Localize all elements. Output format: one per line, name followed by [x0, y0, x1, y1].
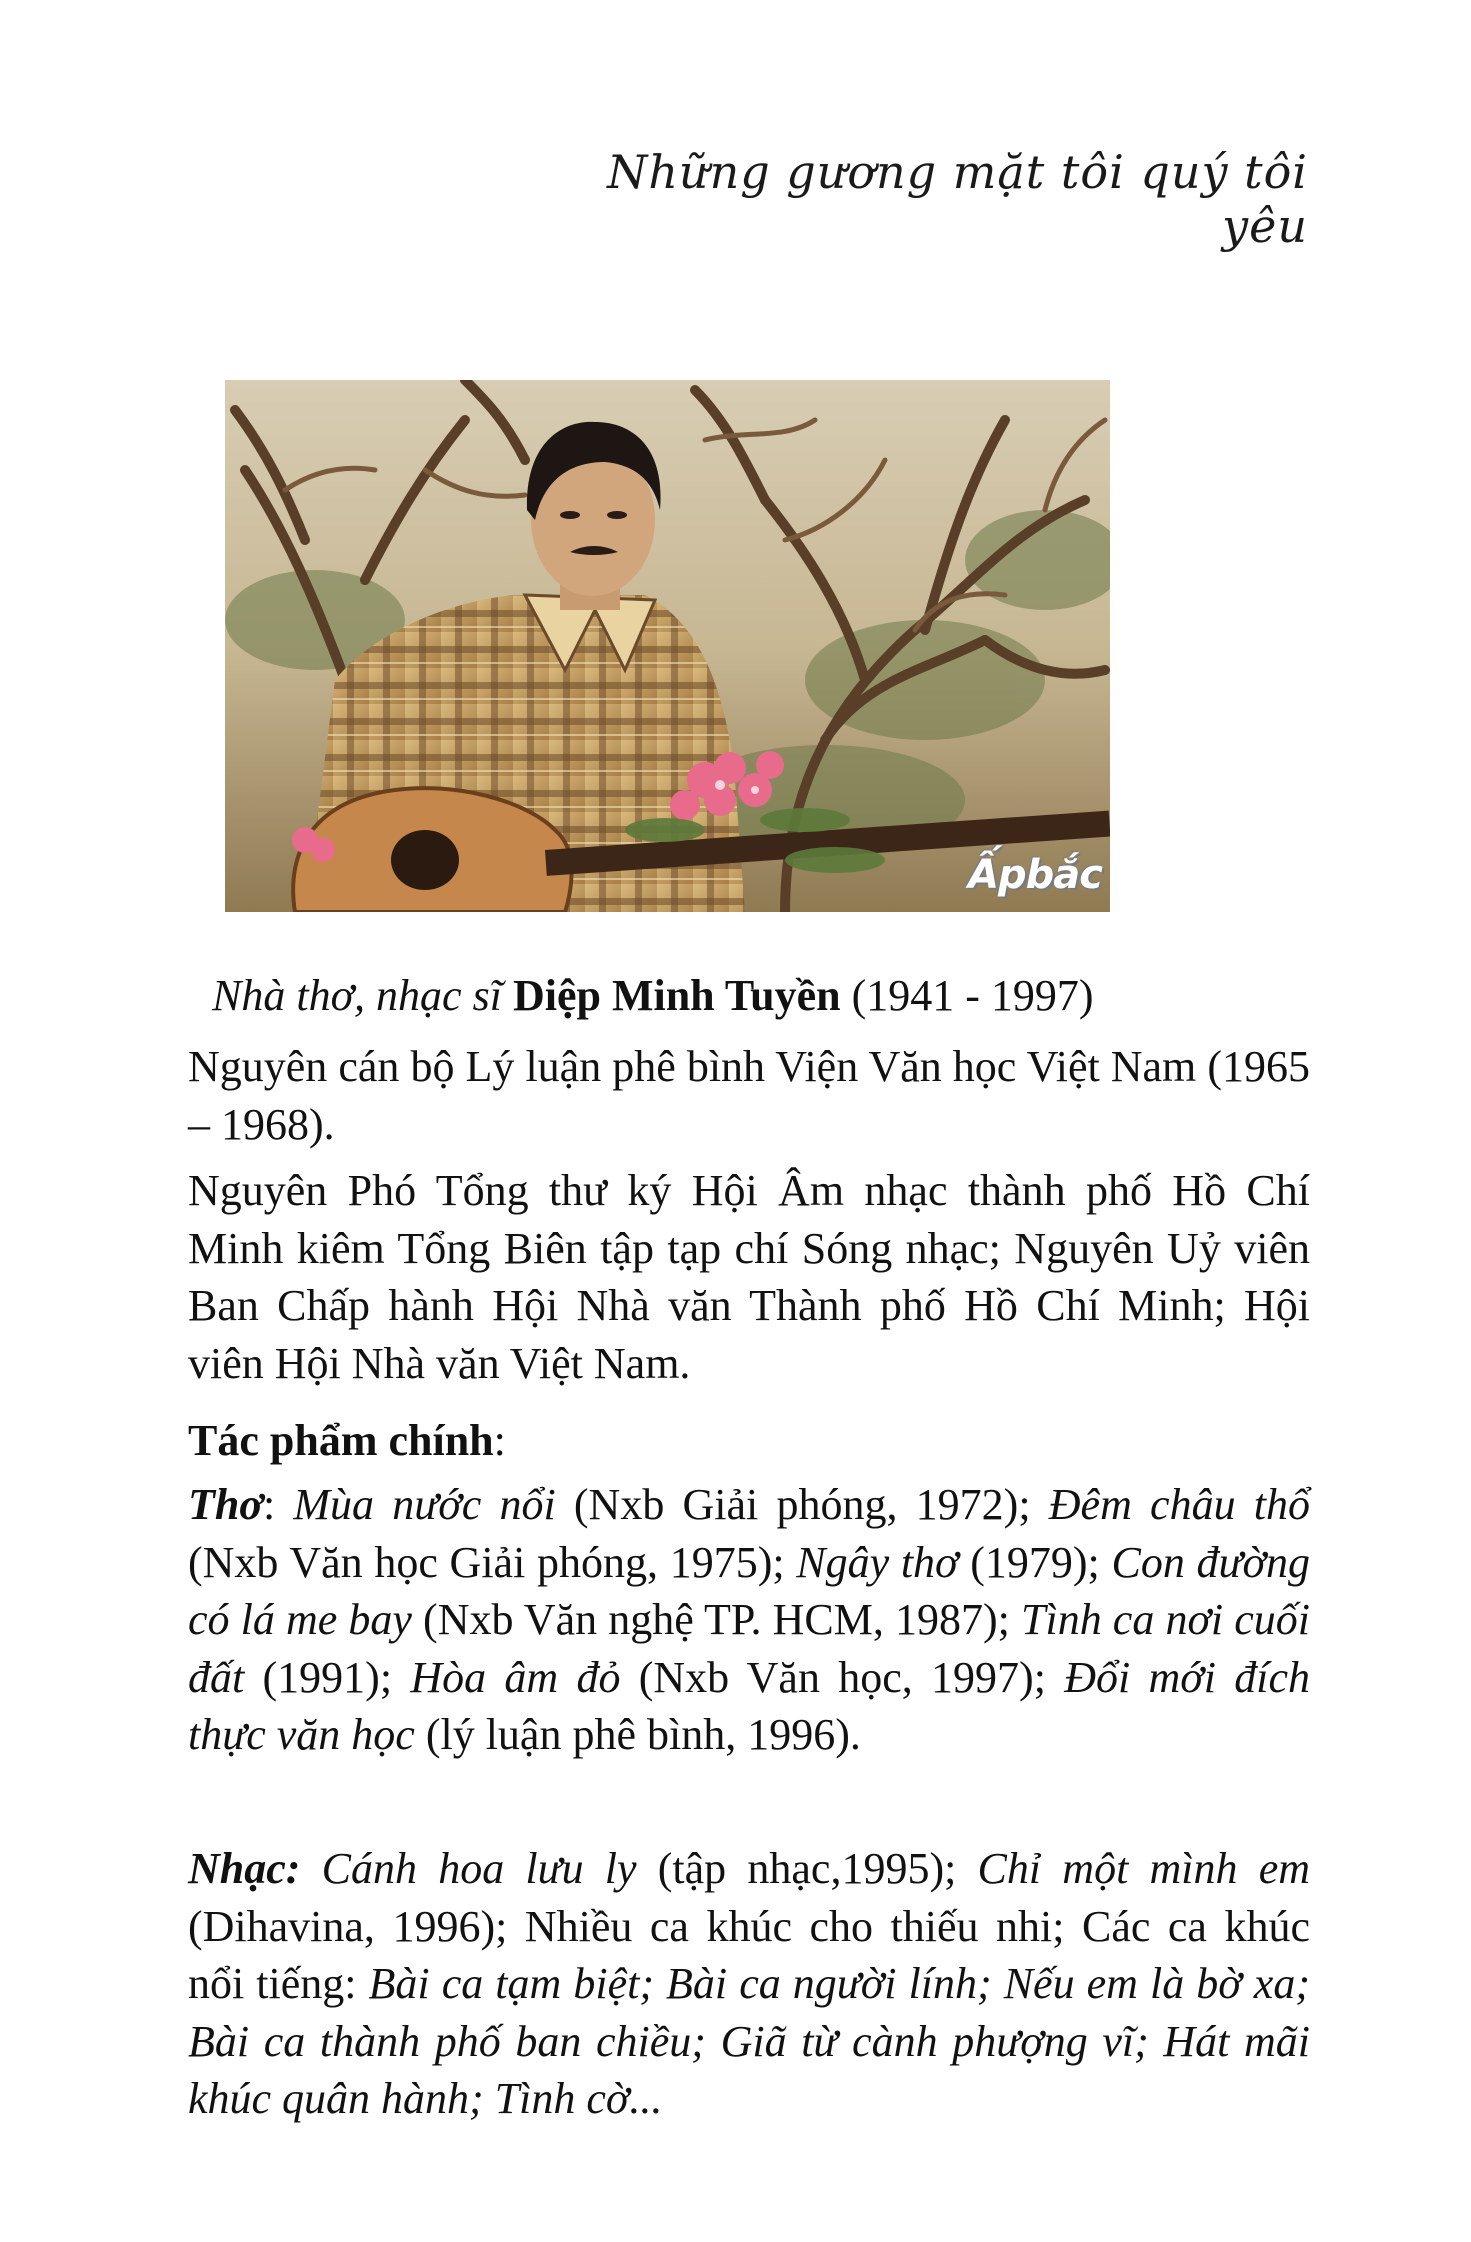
music-label: Nhạc: — [188, 1844, 301, 1893]
works-heading-colon: : — [493, 1416, 506, 1465]
poetry-works-paragraph — [188, 1476, 1310, 1764]
poetry-title-5: Tình ca nơi cuối đất — [188, 1595, 1311, 1702]
caption-lead: Nhà thơ, nhạc sĩ — [212, 971, 513, 1020]
photo-caption — [212, 968, 1094, 1024]
music-title-2: Chỉ một mình em — [977, 1844, 1311, 1893]
poetry-title-6: Hòa âm đỏ — [410, 1652, 621, 1702]
poetry-text-4: (1979); — [958, 1537, 1112, 1587]
music-works-paragraph — [188, 1840, 1310, 2128]
running-header: Những gương mặt tôi quý tôi yêu — [607, 145, 1308, 253]
newspaper-watermark: Ấpbắc — [968, 852, 1102, 898]
poetry-text-8: (lý luận phê bình, 1996). — [414, 1710, 861, 1759]
poetry-text-6: (1991); — [244, 1652, 411, 1702]
music-title-1: Cánh hoa lưu ly — [321, 1844, 637, 1893]
poetry-label: Thơ — [188, 1480, 263, 1529]
bio-paragraph-1: Nguyên cán bộ Lý luận phê bình Viện Văn học Việt Nam (1965 – 1968). — [188, 1042, 1310, 1149]
works-heading-label: Tác phẩm chính — [188, 1416, 494, 1465]
caption-name: Diệp Minh Tuyền — [512, 971, 841, 1020]
poetry-text-7: (Nxb Văn học, 1997); — [620, 1652, 1065, 1702]
poetry-title-1: Mùa nước nổi — [293, 1480, 556, 1529]
poetry-text-1: : — [262, 1480, 294, 1529]
works-heading — [188, 1412, 506, 1469]
music-song-list: Bài ca tạm biệt; Bài ca người lính; Nếu em là bờ xa; Bài ca thành phố ban chiều; Giã từ cành phượng vĩ; Hát mãi khúc quân hành; Tình cờ... — [188, 1959, 1310, 2123]
poetry-text-5: (Nxb Văn nghệ TP. HCM, 1987); — [411, 1595, 1021, 1644]
poetry-title-3: Ngây thơ — [796, 1537, 959, 1587]
poetry-text-2: (Nxb Giải phóng, 1972); — [555, 1480, 1049, 1529]
music-text-3: (Dihavina, 1996); Nhiều ca khúc cho thiếu nhi; Các ca khúc nổi tiếng: — [188, 1901, 1310, 2008]
portrait-photo — [225, 380, 1110, 912]
bio-paragraph-2: Nguyên Phó Tổng thư ký Hội Âm nhạc thành phố Hồ Chí Minh kiêm Tổng Biên tập tạp chí Sóng nhạc; Nguyên Uỷ viên Ban Chấp hành Hội Nhà văn Thành phố Hồ Chí Minh; Hội viên Hội Nhà văn Việt Nam. — [188, 1166, 1310, 1388]
caption-years: (1941 - 1997) — [840, 971, 1094, 1020]
music-text-1 — [300, 1844, 321, 1893]
poetry-title-7: Đổi mới đích thực văn học — [188, 1652, 1310, 1759]
poetry-title-2: Đêm châu thổ — [1048, 1480, 1310, 1529]
music-text-2: (tập nhạc,1995); — [636, 1844, 978, 1893]
poetry-title-4: Con đường có lá me bay — [188, 1537, 1310, 1644]
poetry-text-3: (Nxb Văn học Giải phóng, 1975); — [188, 1537, 797, 1587]
